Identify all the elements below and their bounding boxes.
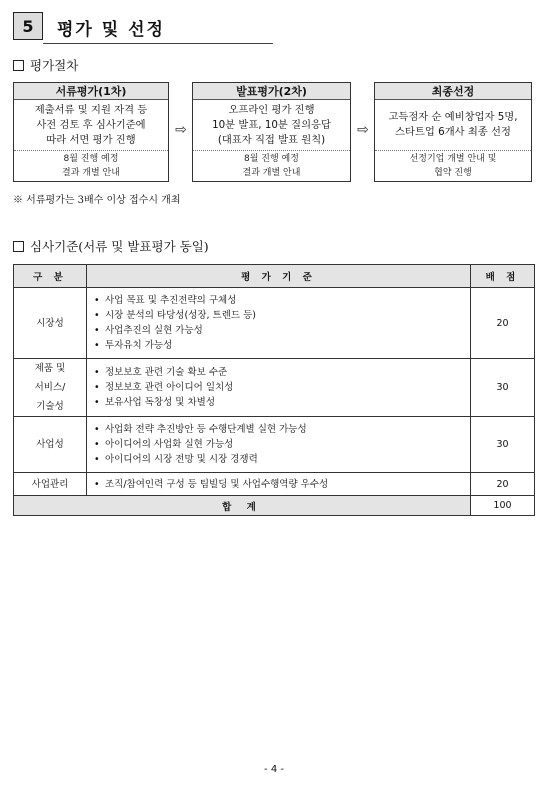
row-criteria [87, 359, 471, 417]
step-footer-line: 결과 개별 안내 [242, 168, 301, 178]
step-footer [193, 150, 350, 181]
criteria-item: • 정보보호 관련 아이디어 일치성 [93, 380, 464, 395]
step-footer-line: 8월 진행 예정 [63, 154, 119, 164]
step-footer-line: 결과 개별 안내 [62, 168, 120, 178]
step-title: 최종선정 [375, 83, 531, 100]
square-bullet-icon [13, 60, 24, 71]
step-body-line: 오프라인 평가 진행 [228, 103, 315, 116]
step-body-line: 고득점자 순 예비창업자 5명, [388, 111, 518, 123]
step-body-line: 제출서류 및 지원 자격 등 [34, 103, 148, 116]
table-row [14, 473, 535, 496]
step-title: 발표평가(2차) [193, 83, 350, 100]
total-value: 100 [471, 496, 535, 516]
section-header [13, 12, 273, 45]
table-row [14, 359, 535, 417]
criteria-item: • 시장 분석의 타당성(성장, 트렌드 등) [93, 308, 464, 323]
header-category: 구 분 [14, 265, 87, 288]
step-body-line: 따라 서면 평가 진행 [46, 133, 136, 146]
criteria-table [13, 264, 535, 516]
step-body-line: 10분 발표, 10분 질의응답 [212, 118, 331, 131]
row-criteria [87, 473, 471, 496]
criteria-heading [13, 237, 209, 255]
step-presentation-review [192, 82, 351, 182]
step-body [14, 100, 168, 150]
step-footer-line: 협약 진행 [434, 168, 472, 178]
header-criteria: 평 가 기 준 [87, 265, 471, 288]
criteria-item: • 사업추진의 실현 가능성 [93, 323, 464, 338]
table-row [14, 288, 535, 359]
section-underline [43, 43, 273, 44]
row-points: 30 [471, 417, 535, 473]
step-body [375, 100, 531, 150]
process-heading-text: 평가절차 [30, 58, 79, 73]
step-footer-line: 8월 진행 예정 [244, 154, 299, 164]
total-row [14, 496, 535, 516]
section-number: 5 [13, 12, 43, 40]
step-body-line: (대표자 직접 발표 원칙) [217, 133, 326, 146]
right-arrow-icon: ⇨ [175, 122, 187, 138]
table-row [14, 417, 535, 473]
criteria-item: • 사업화 전략 추진방안 등 수행단계별 실현 가능성 [93, 422, 464, 437]
row-points: 30 [471, 359, 535, 417]
right-arrow-icon: ⇨ [357, 122, 369, 138]
row-category: 사업성 [14, 417, 87, 473]
criteria-item: • 정보보호 관련 기술 확보 수준 [93, 365, 464, 380]
process-heading [13, 56, 78, 74]
row-category: 시장성 [14, 288, 87, 359]
table-header-row [14, 265, 535, 288]
page-number: - 4 - [264, 764, 284, 775]
row-points: 20 [471, 288, 535, 359]
row-category: 제품 및 서비스/ 기술성 [14, 359, 87, 417]
step-footer-line: 선정기업 개별 안내 및 [409, 154, 497, 164]
criteria-heading-text: 심사기준(서류 및 발표평가 동일) [30, 239, 209, 254]
criteria-item: • 아이디어의 사업화 실현 가능성 [93, 437, 464, 452]
step-footer [14, 150, 168, 181]
process-flow [13, 82, 533, 182]
square-bullet-icon [13, 241, 24, 252]
step-footer [375, 150, 531, 181]
step-body [193, 100, 350, 150]
row-category: 사업관리 [14, 473, 87, 496]
criteria-item: • 아이디어의 시장 전망 및 시장 경쟁력 [93, 452, 464, 467]
step-body-line: 스타트업 6개사 최종 선정 [395, 126, 511, 138]
criteria-item: • 투자유치 가능성 [93, 338, 464, 353]
row-criteria [87, 417, 471, 473]
process-note: ※ 서류평가는 3배수 이상 접수시 개최 [13, 195, 181, 206]
criteria-item: • 보유사업 독창성 및 차별성 [93, 395, 464, 410]
step-title: 서류평가(1차) [14, 83, 168, 100]
total-label: 합 계 [14, 496, 471, 516]
step-body-line: 사전 검토 후 심사기준에 [36, 118, 146, 131]
row-points: 20 [471, 473, 535, 496]
step-document-review [13, 82, 169, 182]
header-points: 배 점 [471, 265, 535, 288]
section-title: 평가 및 선정 [57, 20, 165, 40]
criteria-item: • 사업 목표 및 추진전략의 구체성 [93, 293, 464, 308]
row-criteria [87, 288, 471, 359]
criteria-item: • 조직/참여인력 구성 등 팀빌딩 및 사업수행역량 우수성 [93, 477, 464, 492]
step-final-selection [374, 82, 532, 182]
